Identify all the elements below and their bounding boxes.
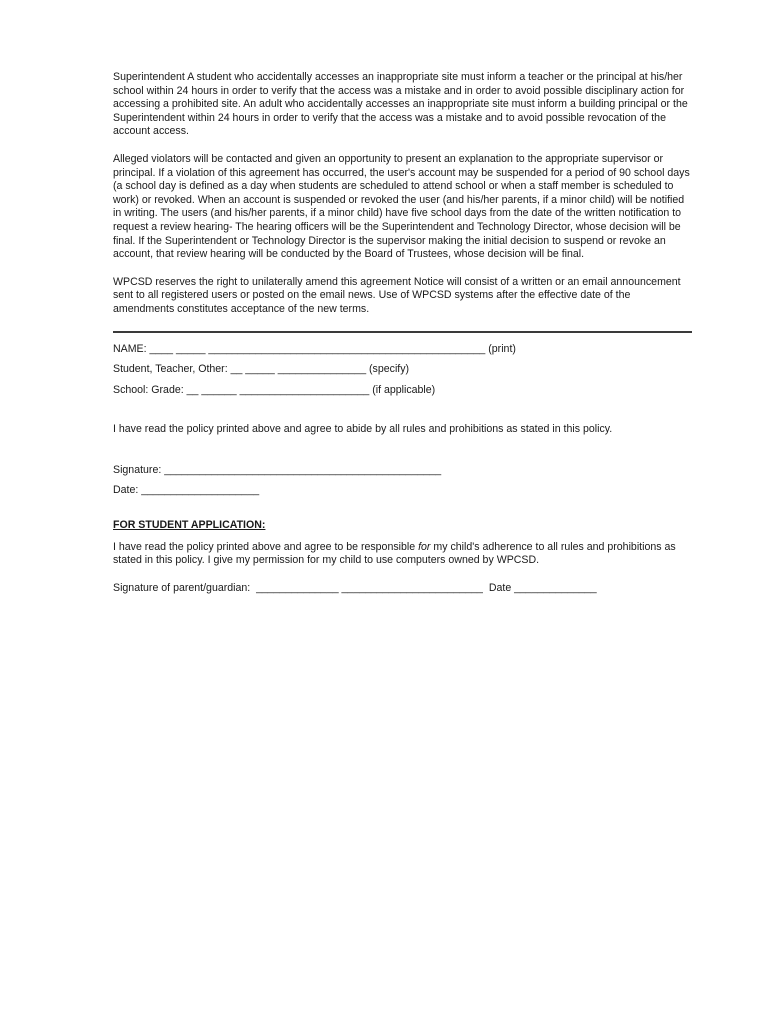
parent-signature-line: Signature of parent/guardian: ______________ ________________________ Date ______________ xyxy=(113,581,597,594)
parent-consent-text-italic: for xyxy=(418,540,431,553)
parent-consent-text-start: I have read the policy printed above and agree to be responsible xyxy=(113,540,419,553)
date-line: Date: ____________________ xyxy=(113,484,260,497)
signature-line: Signature: _______________________________________________ xyxy=(113,463,442,476)
name-field-line: NAME: ____ _____ _______________________________________________ (print) xyxy=(113,342,516,355)
policy-paragraph-accidental-access: Superintendent A student who accidentally accesses an inappropriate site must inform a teacher or the principal at his/her school within 24 hours in order to verify that the access was a mistake and in order to avoid possible disciplinary action for accessing a prohibited site. An adult who accidentally accesses an inappropriate site must inform a building principal or the Superintendent within 24 hours in order to verify that the access was a mistake and to avoid possible revocation of the account access. xyxy=(113,71,688,138)
student-application-heading: FOR STUDENT APPLICATION: xyxy=(113,519,266,532)
policy-paragraph-violations: Alleged violators will be contacted and given an opportunity to present an explanation to the appropriate supervisor or principal. If a violation of this agreement has occurred, the user's account may be suspended for a period of 90 school days (a school day is defined as a day when students are scheduled to attend school or when a staff member is scheduled to work) or revoked. When an account is suspended or revoked the user (and his/her parents, if a minor child) will be notified in writing. The users (and his/her parents, if a minor child) have five school days from the date of the written notification to request a review hearing- The hearing officers will be the Superintendent and Technology Director, whose decision will be final. If the Superintendent or Technology Director is the supervisor making the initial decision to suspend or revoke an account, that review hearing will be conducted by the Board of Trustees, whose decision will be final. xyxy=(113,152,690,261)
parent-consent-text xyxy=(113,541,690,568)
section-divider xyxy=(113,331,692,333)
agreement-statement: I have read the policy printed above and agree to abide by all rules and prohibitions as stated in this policy. xyxy=(113,423,613,436)
role-field-line: Student, Teacher, Other: __ _____ _______________ (specify) xyxy=(113,363,410,376)
parent-consent-text-end: my child's adherence to all rules and prohibitions as stated in this policy. I give my permission for my child to use computers owned by WPCSD. xyxy=(113,540,676,567)
school-grade-field-line: School: Grade: __ ______ ______________________ (if applicable) xyxy=(113,383,436,396)
policy-paragraph-amendments: WPCSD reserves the right to unilaterally amend this agreement Notice will consist of a written or an email announcement sent to all registered users or posted on the email news. Use of WPCSD systems after the effective date of the amendments constitutes acceptance of the new terms. xyxy=(113,275,681,315)
